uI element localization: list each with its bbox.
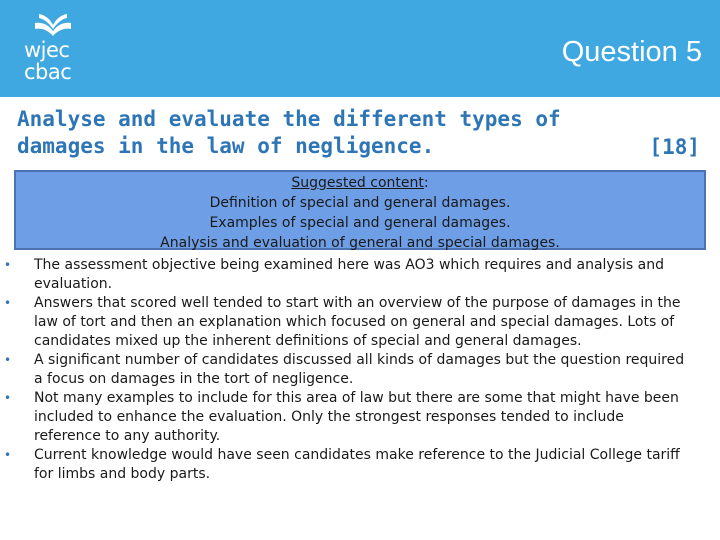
suggested-content-heading: Suggested content <box>291 175 424 191</box>
header-banner <box>0 0 720 97</box>
question-marks: [18] <box>649 135 700 159</box>
suggested-content-heading-line <box>16 173 704 193</box>
book-icon <box>34 14 72 38</box>
list-item <box>4 389 694 446</box>
bullet-icon: • <box>4 448 12 462</box>
list-item <box>4 446 694 484</box>
logo-text-cbac: cbac <box>24 60 72 84</box>
bullet-icon: • <box>4 258 12 272</box>
list-item-text: A significant number of candidates discussed all kinds of damages but the question required a focus on damages in the tort of negligence. <box>34 352 685 387</box>
logo-text-wjec: wjec <box>24 38 70 62</box>
suggested-content-box <box>14 170 706 250</box>
list-item-text: Answers that scored well tended to start with an overview of the purpose of damages in the law of tort and then an explanation which focused on general and special damages. Lots of candidates mixed up the inherent definitions of special and general damages. <box>34 295 681 349</box>
bullet-icon: • <box>4 353 12 367</box>
examiner-comments-list <box>4 256 694 484</box>
list-item-text: Current knowledge would have seen candidates make reference to the Judicial College tariff for limbs and body parts. <box>34 447 680 482</box>
list-item-text: Not many examples to include for this area of law but there are some that might have been included to enhance the evaluation. Only the strongest responses tended to include reference to any authority. <box>34 390 679 444</box>
question-text: Analyse and evaluate the different types of damages in the law of negligence. <box>17 107 561 158</box>
list-item <box>4 351 694 389</box>
suggested-content-line: Examples of special and general damages. <box>209 215 511 231</box>
suggested-content-line: Analysis and evaluation of general and special damages. <box>160 235 560 251</box>
slide-title: Question 5 <box>561 36 702 68</box>
bullet-icon: • <box>4 391 12 405</box>
list-item <box>4 294 694 351</box>
list-item <box>4 256 694 294</box>
list-item-text: The assessment objective being examined here was AO3 which requires and analysis and evaluation. <box>34 257 664 292</box>
suggested-content-colon: : <box>423 175 429 191</box>
wjec-cbac-logo <box>18 14 90 82</box>
suggested-content-line: Definition of special and general damages. <box>209 195 511 211</box>
bullet-icon: • <box>4 296 12 310</box>
